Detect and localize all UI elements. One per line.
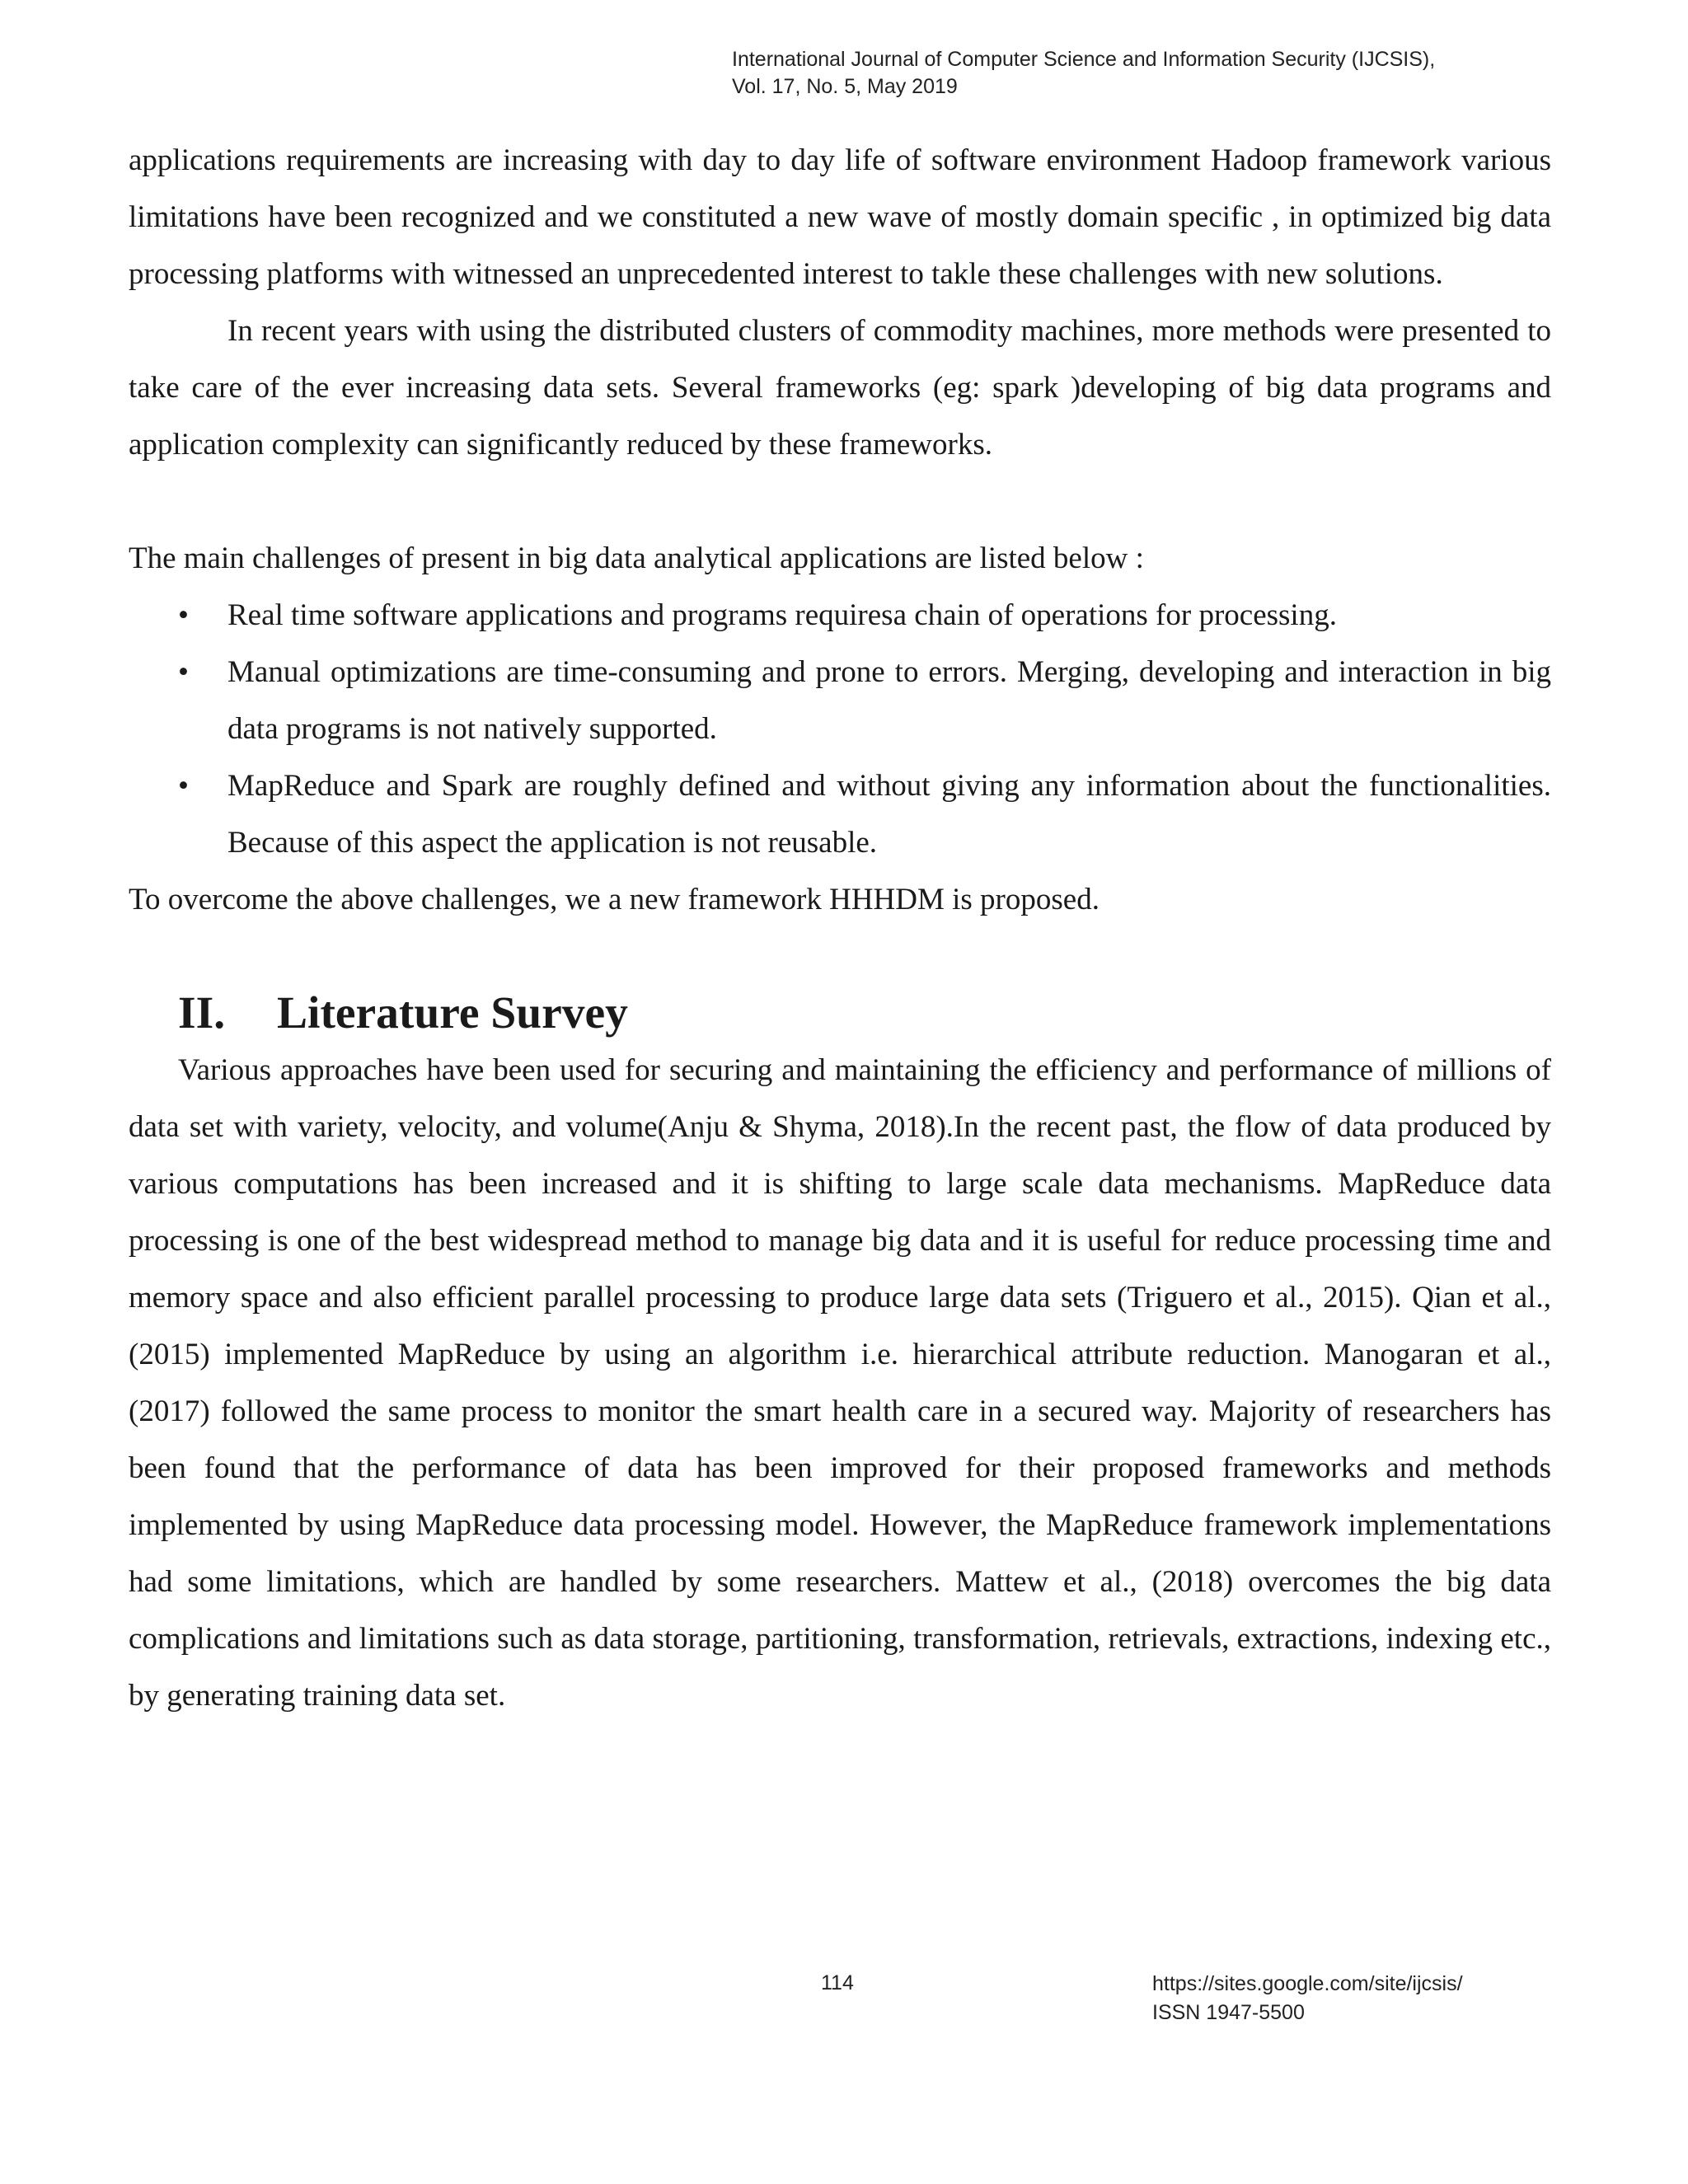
journal-title: International Journal of Computer Science and Information Security (IJCSIS), [732,48,1436,71]
challenges-list [129,587,1551,871]
spacer [129,928,1551,985]
intro-paragraph-1: applications requirements are increasing with day to day life of software environment Hadoop framework various limitations have been recognized and we constituted a new wave of mostly domain specific , in optimized big data processing platforms with witnessed an unprecedented interest to takle these challenges with new solutions. [129,143,1551,291]
list-item-text: MapReduce and Spark are roughly defined and without giving any information about the functionalities. Because of this aspect the application is not reusable. [227,769,1551,860]
intro-paragraph-2: In recent years with using the distributed clusters of commodity machines, more methods were presented to take care of the ever increasing data sets. Several frameworks (eg: spark )developing of big data programs and application complexity can significantly reduced by these frameworks. [129,314,1551,462]
journal-volume: Vol. 17, No. 5, May 2019 [732,75,958,98]
challenges-intro: The main challenges of present in big data analytical applications are listed below : [129,541,1144,575]
footer-url: https://sites.google.com/site/ijcsis/ [1152,1972,1463,1995]
spacer [129,473,1551,530]
page-body [129,132,1551,1724]
list-item [129,644,1551,757]
list-item [129,587,1551,644]
footer-info [1152,1970,1463,2027]
section-heading [129,985,1551,1042]
challenges-conclusion: To overcome the above challenges, we a new framework HHHDM is proposed. [129,883,1100,916]
section-title: Literature Survey [277,988,628,1038]
page-number: 114 [821,1971,854,1994]
list-item [129,757,1551,871]
list-item-text: Real time software applications and programs requiresa chain of operations for processing. [227,598,1337,632]
journal-header [732,46,1556,101]
bullet-icon: • [178,769,189,803]
bullet-icon: • [178,655,189,689]
bullet-icon: • [178,598,189,632]
list-item-text: Manual optimizations are time-consuming and prone to errors. Merging, developing and interaction in big data programs is not natively supported. [227,655,1551,746]
footer-issn: ISSN 1947-5500 [1152,2001,1305,2024]
section-number: II. [178,988,226,1038]
literature-survey-paragraph: Various approaches have been used for securing and maintaining the efficiency and performance of millions of data set with variety, velocity, and volume(Anju & Shyma, 2018).In the recent past, the flow of data produced by various computations has been increased and it is shifting to large scale data mechanisms. MapReduce data processing is one of the best widespread method to manage big data and it is useful for reduce processing time and memory space and also efficient parallel processing to produce large data sets (Triguero et al., 2015). Qian et al., (2015) implemented MapReduce by using an algorithm i.e. hierarchical attribute reduction. Manogaran et al., (2017) followed the same process to monitor the smart health care in a secured way. Majority of researchers has been found that the performance of data has been improved for their proposed frameworks and methods implemented by using MapReduce data processing model. However, the MapReduce framework implementations had some limitations, which are handled by some researchers. Mattew et al., (2018) overcomes the big data complications and limitations such as data storage, partitioning, transformation, retrievals, extractions, indexing etc., by generating training data set. [129,1053,1551,1713]
